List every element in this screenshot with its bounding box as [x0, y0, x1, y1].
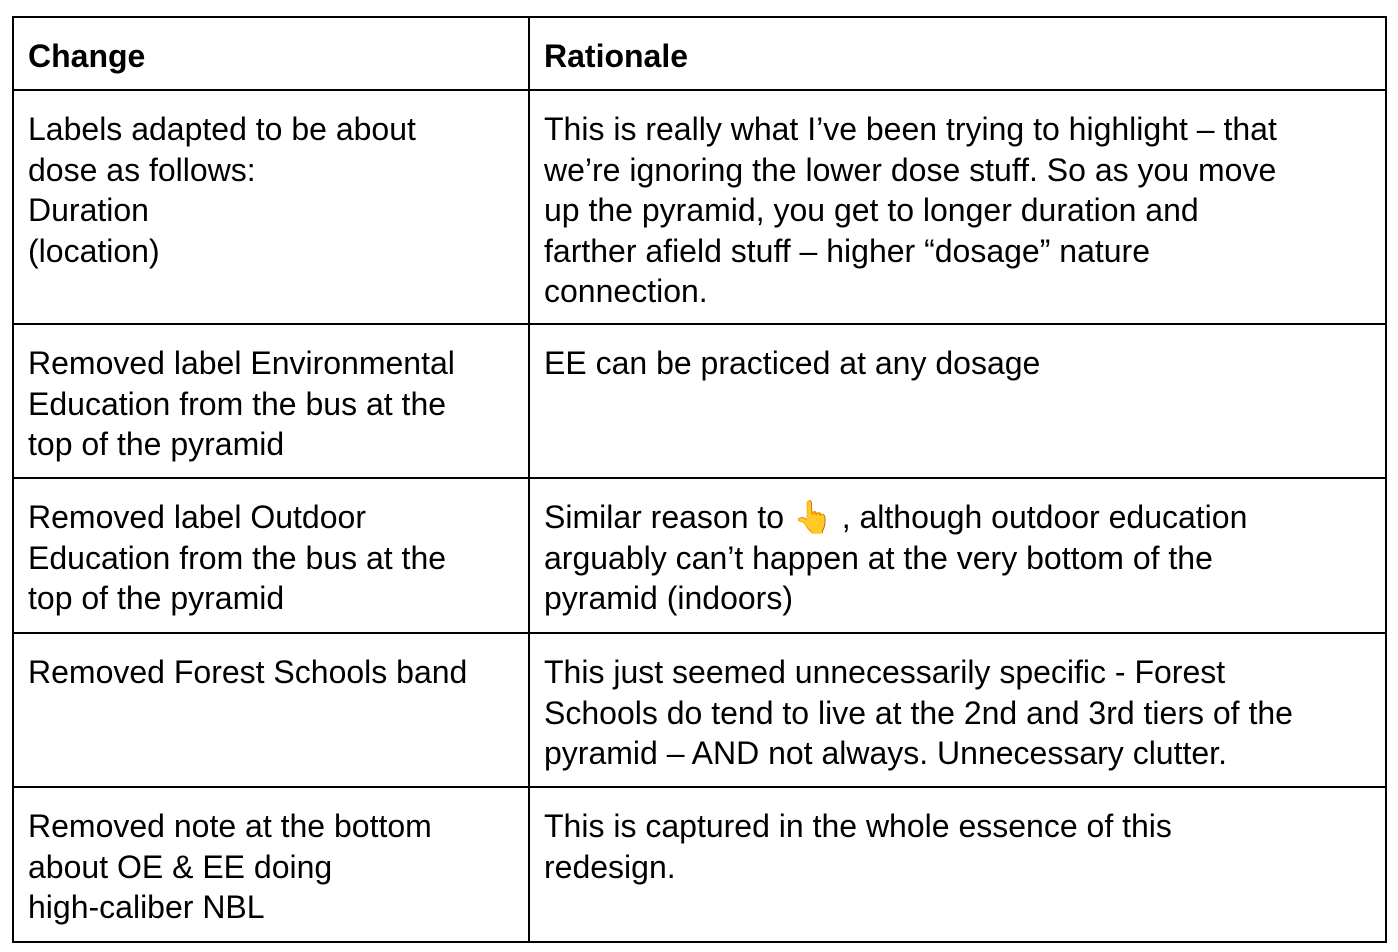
change-text: Removed label Outdoor Education from the bus at the top of the pyramid: [28, 499, 447, 616]
table-row: [13, 787, 1386, 942]
header-change: Change: [13, 17, 529, 90]
table-row: [13, 633, 1386, 787]
change-text: Labels adapted to be about dose as follows: Duration (location): [28, 111, 416, 269]
rationale-cell: [529, 324, 1386, 478]
rationale-cell: [529, 633, 1386, 787]
change-text: Removed label Environmental Education from the bus at the top of the pyramid: [28, 345, 455, 462]
change-cell: [13, 633, 529, 787]
rationale-text-after: , although outdoor education arguably can’t happen at the very bottom of the pyramid (indoors): [544, 499, 1248, 616]
header-row: [13, 17, 1386, 90]
table-row: [13, 478, 1386, 633]
rationale-text: This is captured in the whole essence of this redesign.: [544, 808, 1172, 885]
rationale-text: [544, 497, 1371, 619]
rationale-cell: [529, 787, 1386, 942]
pointing-up-icon: 👆: [792, 498, 833, 536]
rationale-text: This just seemed unnecessarily specific - Forest Schools do tend to live at the 2nd and 3rd tiers of the pyramid – AND not always. Unnecessary clutter.: [544, 654, 1293, 771]
header-rationale: Rationale: [529, 17, 1386, 90]
table-row: [13, 90, 1386, 324]
rationale-text-before: Similar reason to: [544, 499, 793, 535]
change-cell: [13, 787, 529, 942]
change-text: Removed note at the bottom about OE & EE doing high-caliber NBL: [28, 808, 432, 925]
rationale-text: EE can be practiced at any dosage: [544, 345, 1041, 381]
change-rationale-table: [12, 16, 1387, 943]
change-cell: [13, 478, 529, 633]
change-cell: [13, 90, 529, 324]
change-cell: [13, 324, 529, 478]
rationale-cell: [529, 90, 1386, 324]
change-text: Removed Forest Schools band: [28, 654, 468, 690]
rationale-text: This is really what I’ve been trying to highlight – that we’re ignoring the lower dose stuff. So as you move up the pyramid, you get to longer duration and farther afield stuff – higher “dosage” nature connection.: [544, 111, 1277, 309]
table-row: [13, 324, 1386, 478]
rationale-cell: [529, 478, 1386, 633]
